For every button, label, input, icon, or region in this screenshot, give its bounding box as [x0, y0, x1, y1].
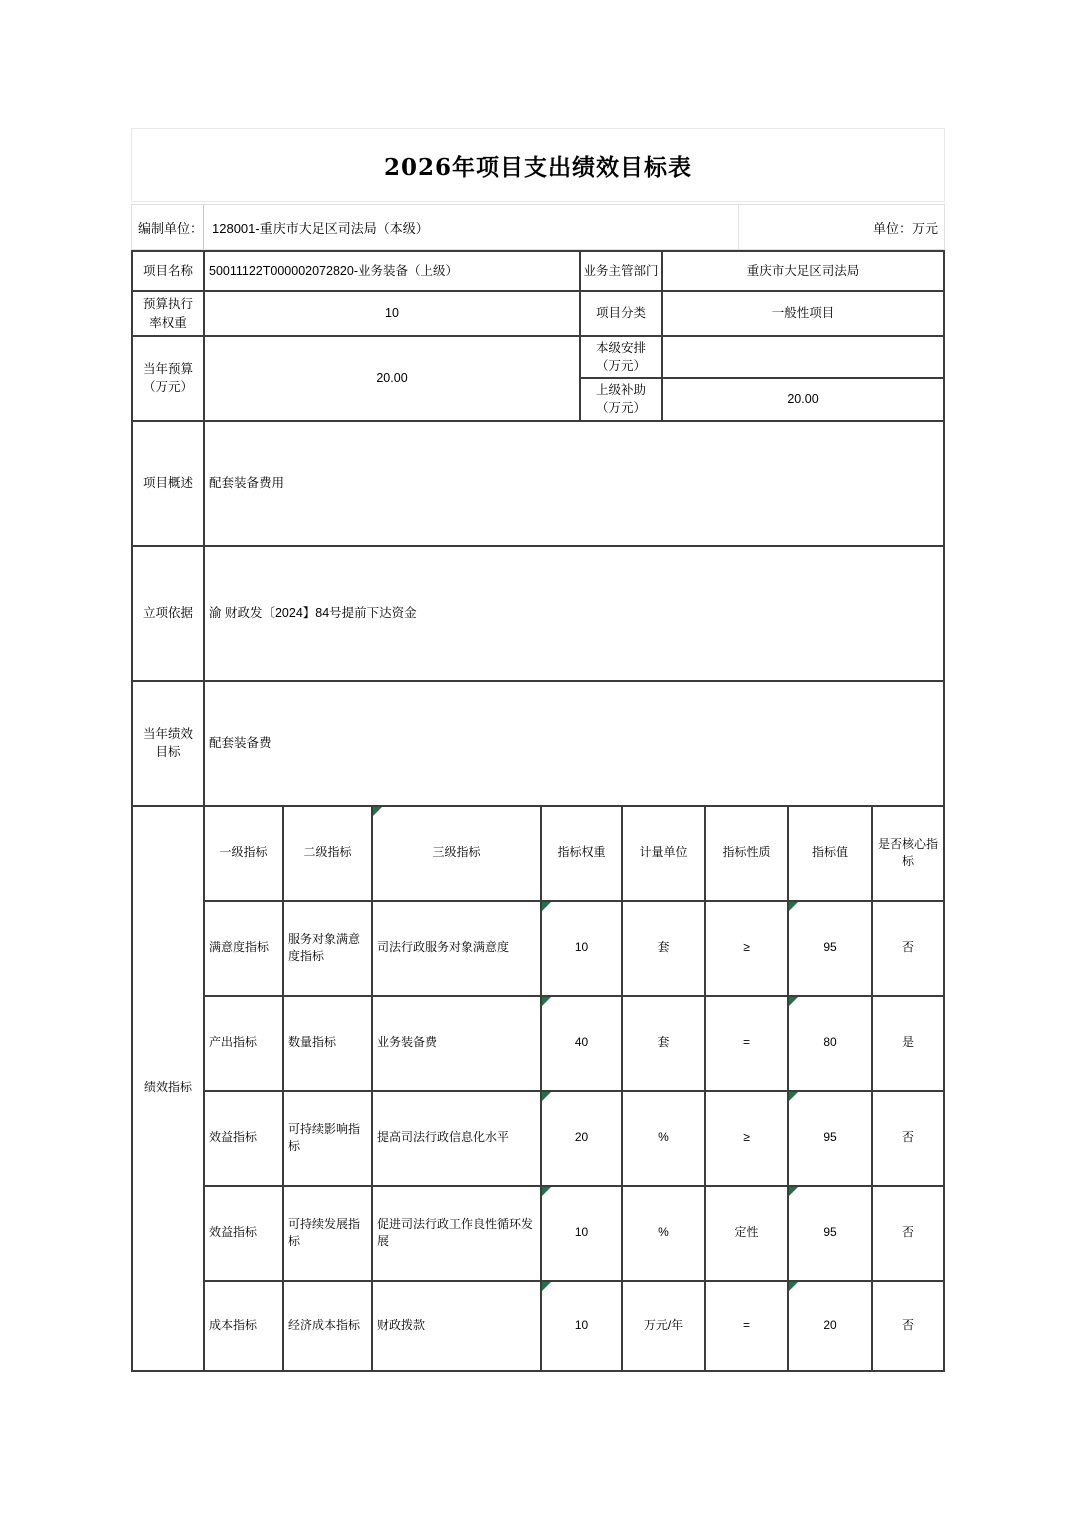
indicator-row	[132, 1091, 944, 1186]
budget-label: 当年预算（万元）	[132, 336, 204, 421]
indicator-level3: 司法行政服务对象满意度	[372, 901, 541, 996]
superior-subsidy-value: 20.00	[662, 378, 944, 420]
indicator-value: 95	[788, 901, 872, 996]
col-header-nature: 指标性质	[705, 806, 788, 901]
col-header-level3: 三级指标	[372, 806, 541, 901]
indicator-level2: 服务对象满意度指标	[283, 901, 372, 996]
issuing-unit-value: 128001-重庆市大足区司法局（本级）	[204, 205, 739, 249]
indicator-row	[132, 996, 944, 1091]
indicator-level3: 促进司法行政工作良性循环发展	[372, 1186, 541, 1281]
indicator-level2: 数量指标	[283, 996, 372, 1091]
indicator-unit: 万元/年	[622, 1281, 705, 1371]
col-header-level1: 一级指标	[204, 806, 283, 901]
project-info-table	[131, 250, 945, 807]
indicator-nature: ≥	[705, 1091, 788, 1186]
indicator-row	[132, 1186, 944, 1281]
indicator-level2: 可持续影响指标	[283, 1091, 372, 1186]
annual-goal-value: 配套装备费	[204, 681, 944, 806]
own-arrangement-value	[662, 336, 944, 378]
category-label: 项目分类	[580, 291, 662, 336]
indicator-weight: 40	[541, 996, 622, 1091]
indicator-nature: ≥	[705, 901, 788, 996]
issuing-unit-label: 编制单位：	[132, 205, 204, 249]
col-header-value: 指标值	[788, 806, 872, 901]
indicator-section-label: 绩效指标	[132, 806, 204, 1371]
indicator-value: 20	[788, 1281, 872, 1371]
page-title: 2026年项目支出绩效目标表	[383, 153, 692, 181]
indicator-row	[132, 1281, 944, 1371]
project-name-label: 项目名称	[132, 251, 204, 291]
indicator-level1: 成本指标	[204, 1281, 283, 1371]
col-header-unit: 计量单位	[622, 806, 705, 901]
indicator-weight: 10	[541, 1281, 622, 1371]
col-header-weight: 指标权重	[541, 806, 622, 901]
col-header-core: 是否核心指标	[872, 806, 944, 901]
indicator-core: 否	[872, 1091, 944, 1186]
indicator-weight: 10	[541, 901, 622, 996]
indicator-value: 95	[788, 1186, 872, 1281]
indicator-level3: 业务装备费	[372, 996, 541, 1091]
indicator-nature: =	[705, 996, 788, 1091]
dept-value: 重庆市大足区司法局	[662, 251, 944, 291]
indicator-level3: 提高司法行政信息化水平	[372, 1091, 541, 1186]
basis-label: 立项依据	[132, 546, 204, 681]
project-name-value: 50011122T000002072820-业务装备（上级）	[204, 251, 580, 291]
indicator-level1: 效益指标	[204, 1091, 283, 1186]
indicator-row	[132, 901, 944, 996]
col-header-level2: 二级指标	[283, 806, 372, 901]
indicator-level3: 财政拨款	[372, 1281, 541, 1371]
indicator-core: 否	[872, 1186, 944, 1281]
annual-goal-label: 当年绩效目标	[132, 681, 204, 806]
indicator-level1: 满意度指标	[204, 901, 283, 996]
budget-value: 20.00	[204, 336, 580, 421]
own-arrangement-label: 本级安排（万元）	[580, 336, 662, 378]
indicator-level1: 效益指标	[204, 1186, 283, 1281]
indicator-core: 是	[872, 996, 944, 1091]
indicator-unit: %	[622, 1091, 705, 1186]
dept-label: 业务主管部门	[580, 251, 662, 291]
title-block	[131, 128, 945, 202]
indicator-weight: 10	[541, 1186, 622, 1281]
basis-value: 渝 财政发〔2024】84号提前下达资金	[204, 546, 944, 681]
indicator-unit: %	[622, 1186, 705, 1281]
indicator-value: 80	[788, 996, 872, 1091]
indicator-core: 否	[872, 901, 944, 996]
report-sheet	[131, 128, 945, 1372]
overview-label: 项目概述	[132, 421, 204, 546]
indicator-value: 95	[788, 1091, 872, 1186]
exec-rate-value: 10	[204, 291, 580, 336]
category-value: 一般性项目	[662, 291, 944, 336]
indicator-level2: 经济成本指标	[283, 1281, 372, 1371]
performance-indicator-table	[131, 805, 945, 1372]
meta-band	[131, 204, 945, 250]
indicator-nature: 定性	[705, 1186, 788, 1281]
indicator-core: 否	[872, 1281, 944, 1371]
indicator-weight: 20	[541, 1091, 622, 1186]
currency-note: 单位：万元	[872, 220, 938, 236]
indicator-unit: 套	[622, 996, 705, 1091]
exec-rate-label: 预算执行率权重	[132, 291, 204, 336]
indicator-nature: =	[705, 1281, 788, 1371]
indicator-level2: 可持续发展指标	[283, 1186, 372, 1281]
indicator-unit: 套	[622, 901, 705, 996]
overview-value: 配套装备费用	[204, 421, 944, 546]
superior-subsidy-label: 上级补助（万元）	[580, 378, 662, 420]
indicator-level1: 产出指标	[204, 996, 283, 1091]
